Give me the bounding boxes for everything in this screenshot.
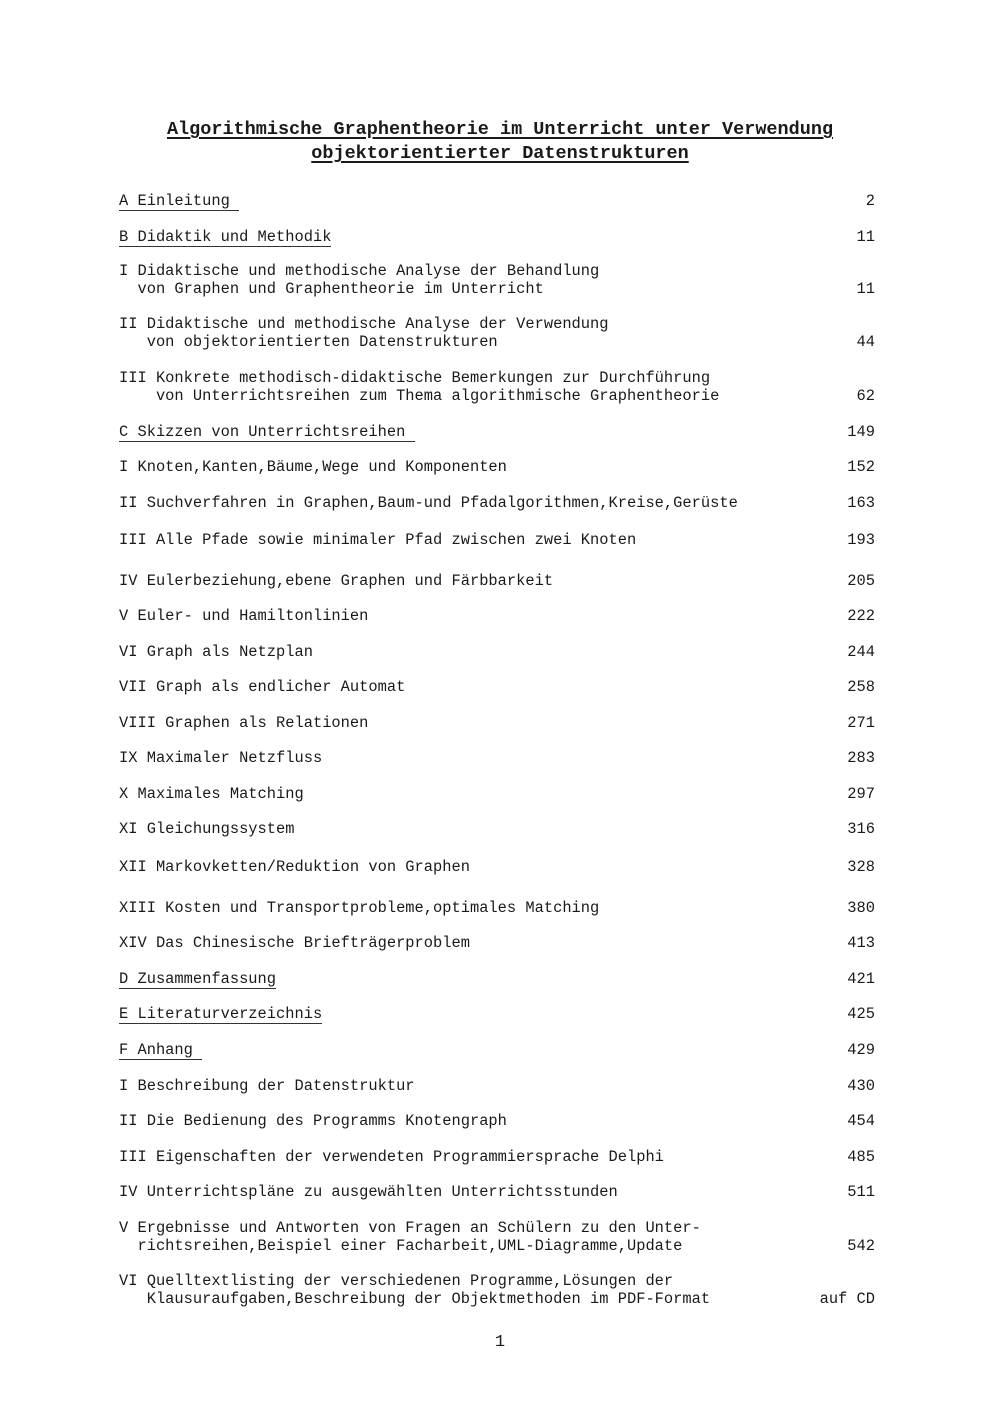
toc-entry-title: V Euler- und Hamiltonlinien [119,607,369,625]
toc-entry [119,1183,875,1201]
toc-entry [119,572,875,590]
toc-entry [119,749,875,767]
toc-entry-page: 258 [847,678,875,696]
toc-entry-title: I Beschreibung der Datenstruktur [119,1077,415,1095]
toc-entry [119,714,875,732]
toc-entry [119,1041,875,1059]
toc-entry [119,1272,875,1308]
section-heading: B Didaktik und Methodik [119,228,332,246]
toc-entry-page: 413 [847,934,875,952]
toc-entry-page: 425 [847,1005,875,1023]
toc-entry-title: VI Quelltextlisting der verschiedenen Programme,Lösungen der [119,1272,674,1290]
toc-entry [119,785,875,803]
toc-entry-title: II Didaktische und methodische Analyse der Verwendung [119,315,609,333]
toc-entry [119,192,875,210]
toc-entry-page: 11 [856,280,875,298]
toc-entry-page: 271 [847,714,875,732]
toc-entry-title: XIII Kosten und Transportprobleme,optimales Matching [119,899,600,917]
section-heading: C Skizzen von Unterrichtsreihen [119,423,415,441]
toc-entry-page: 244 [847,643,875,661]
toc-entry-page: 511 [847,1183,875,1201]
toc-entry-page: 163 [847,494,875,512]
toc-entry [119,858,875,876]
toc-entry [119,494,875,512]
toc-entry-page: 316 [847,820,875,838]
toc-entry [119,315,875,351]
toc-entry-page: 380 [847,899,875,917]
toc-entry-title: Klausuraufgaben,Beschreibung der Objektmethoden im PDF-Format [119,1290,711,1308]
toc-entry [119,934,875,952]
toc-entry-title: XI Gleichungssystem [119,820,295,838]
toc-entry-title: IV Eulerbeziehung,ebene Graphen und Färbbarkeit [119,572,554,590]
document-title [100,118,900,166]
toc-entry-page: 542 [847,1237,875,1255]
toc-entry-title: VIII Graphen als Relationen [119,714,369,732]
toc-entry [119,970,875,988]
toc-entry [119,458,875,476]
toc-entry-title: XIV Das Chinesische Briefträgerproblem [119,934,470,952]
toc-entry [119,1219,875,1255]
section-heading: D Zusammenfassung [119,970,277,988]
toc-entry-page: 149 [847,423,875,441]
toc-entry-title: richtsreihen,Beispiel einer Facharbeit,UML-Diagramme,Update [119,1237,683,1255]
toc-entry-page: 283 [847,749,875,767]
toc-entry [119,531,875,549]
toc-entry-title: II Die Bedienung des Programms Knotengraph [119,1112,507,1130]
toc-entry-title: II Suchverfahren in Graphen,Baum-und Pfadalgorithmen,Kreise,Gerüste [119,494,738,512]
page-number: 1 [494,1333,506,1352]
toc-entry-page: 430 [847,1077,875,1095]
toc-entry-title: VII Graph als endlicher Automat [119,678,406,696]
toc-entry [119,1148,875,1166]
toc-entry-title [119,1005,875,1023]
toc-entry-title [119,970,875,988]
title-line-2: objektorientierter Datenstrukturen [311,143,689,164]
toc-entry-title: V Ergebnisse und Antworten von Fragen an Schülern zu den Unter- [119,1219,701,1237]
toc-entry-page: 11 [856,228,875,246]
toc-entry-page: 222 [847,607,875,625]
toc-entry-title: I Knoten,Kanten,Bäume,Wege und Komponenten [119,458,507,476]
section-heading: A Einleitung [119,192,240,210]
toc-entry-title: III Alle Pfade sowie minimaler Pfad zwischen zwei Knoten [119,531,637,549]
toc-entry-page: 193 [847,531,875,549]
section-heading: F Anhang [119,1041,203,1059]
toc-entry-title [119,228,875,246]
toc-entry-page: 454 [847,1112,875,1130]
toc-entry [119,1112,875,1130]
toc-entry [119,643,875,661]
toc-entry [119,607,875,625]
toc-entry [119,1005,875,1023]
toc-entry-page: 62 [856,387,875,405]
toc-entry-page: 328 [847,858,875,876]
toc-entry-title: IX Maximaler Netzfluss [119,749,323,767]
toc-entry [119,262,875,298]
toc-entry-page: 205 [847,572,875,590]
toc-entry-title: X Maximales Matching [119,785,304,803]
toc-entry [119,678,875,696]
section-heading: E Literaturverzeichnis [119,1005,323,1023]
toc-entry-title: III Eigenschaften der verwendeten Programmiersprache Delphi [119,1148,664,1166]
toc-entry-page: 44 [856,333,875,351]
title-line-1: Algorithmische Graphentheorie im Unterricht unter Verwendung [166,119,834,140]
toc-entry-title: von Graphen und Graphentheorie im Unterricht [119,280,544,298]
toc-entry-title: XII Markovketten/Reduktion von Graphen [119,858,470,876]
toc-entry-title: I Didaktische und methodische Analyse der Behandlung [119,262,600,280]
toc-entry [119,820,875,838]
toc-entry-title [119,423,875,441]
toc-entry-title [119,192,875,210]
toc-entry-page: 429 [847,1041,875,1059]
toc-entry-page: 485 [847,1148,875,1166]
toc-entry [119,1077,875,1095]
toc-entry [119,369,875,405]
toc-entry-page: 297 [847,785,875,803]
toc-entry-title: III Konkrete methodisch-didaktische Bemerkungen zur Durchführung [119,369,711,387]
toc-entry-title: von Unterrichtsreihen zum Thema algorithmische Graphentheorie [119,387,720,405]
toc-entry-title: von objektorientierten Datenstrukturen [119,333,498,351]
toc-entry-page: auf CD [819,1290,875,1308]
toc-entry [119,899,875,917]
toc-entry-page: 152 [847,458,875,476]
toc-entry-page: 2 [865,192,875,210]
toc-entry-title: VI Graph als Netzplan [119,643,313,661]
toc-entry-title [119,1041,875,1059]
toc-entry [119,423,875,441]
toc-entry [119,228,875,246]
toc-entry-page: 421 [847,970,875,988]
toc-entry-title: IV Unterrichtspläne zu ausgewählten Unterrichtsstunden [119,1183,618,1201]
